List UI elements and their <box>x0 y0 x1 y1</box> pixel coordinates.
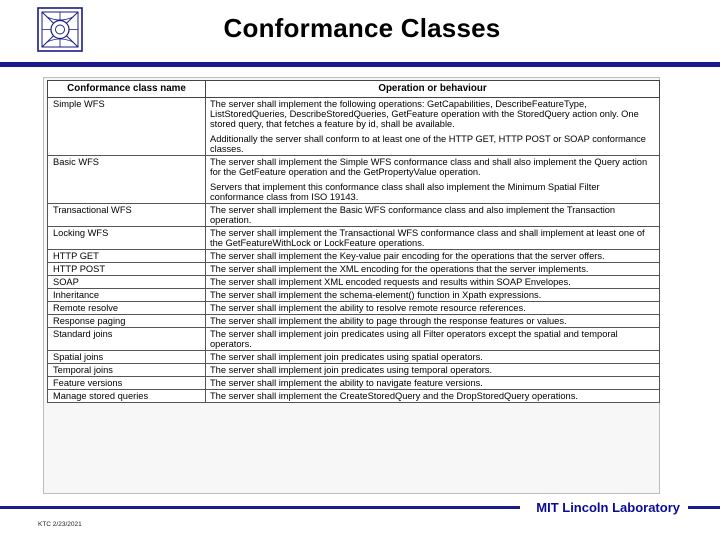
table-row <box>48 98 660 156</box>
table-row <box>48 364 660 377</box>
table-row <box>48 351 660 364</box>
table-row <box>48 328 660 351</box>
operation-paragraph: The server shall implement the ability to navigate feature versions. <box>210 378 483 388</box>
operation-paragraph: The server shall implement join predicates using all Filter operators except the spatial and temporal operators. <box>210 329 618 349</box>
operation-paragraph: The server shall implement join predicates using spatial operators. <box>210 352 483 362</box>
operation-paragraph: The server shall implement the Simple WFS conformance class and shall also implement the Query action for the GetFeature operation and the GetPropertyValue operation. <box>210 157 648 177</box>
operation-description <box>206 276 660 289</box>
conformance-class-name: Inheritance <box>48 289 206 302</box>
conformance-table <box>47 80 660 403</box>
operation-description <box>206 204 660 227</box>
operation-description <box>206 156 660 204</box>
table-row <box>48 156 660 204</box>
table-row <box>48 263 660 276</box>
conformance-class-name: Feature versions <box>48 377 206 390</box>
conformance-class-name: Spatial joins <box>48 351 206 364</box>
conformance-class-name: HTTP GET <box>48 250 206 263</box>
conformance-class-name: HTTP POST <box>48 263 206 276</box>
operation-paragraph: Servers that implement this conformance class shall also implement the Minimum Spatial Filter conformance class from ISO 19143. <box>210 182 600 202</box>
operation-paragraph: The server shall implement the schema-element() function in Xpath expressions. <box>210 290 542 300</box>
table-header-row <box>48 81 660 98</box>
conformance-class-name: Remote resolve <box>48 302 206 315</box>
slide-title: Conformance Classes <box>223 13 501 43</box>
conformance-class-name: Simple WFS <box>48 98 206 156</box>
conformance-table-image <box>43 77 660 494</box>
operation-description <box>206 328 660 351</box>
operation-paragraph: The server shall implement the ability to resolve remote resource references. <box>210 303 526 313</box>
conformance-class-name: Temporal joins <box>48 364 206 377</box>
operation-description <box>206 390 660 403</box>
table-row <box>48 204 660 227</box>
table-row <box>48 250 660 263</box>
operation-paragraph: The server shall implement join predicates using temporal operators. <box>210 365 493 375</box>
operation-description <box>206 98 660 156</box>
table-row <box>48 227 660 250</box>
footer-rule-right <box>688 506 720 509</box>
operation-description <box>206 289 660 302</box>
operation-description <box>206 315 660 328</box>
footer-rule <box>0 506 520 509</box>
operation-paragraph: The server shall implement the CreateStoredQuery and the DropStoredQuery operations. <box>210 391 578 401</box>
conformance-class-name: Manage stored queries <box>48 390 206 403</box>
operation-paragraph: The server shall implement the Transactional WFS conformance class and shall implement at least one of the GetFeatureWithLock or LockFeature operations. <box>210 228 645 248</box>
operation-description <box>206 302 660 315</box>
column-header-class-name: Conformance class name <box>48 81 206 98</box>
conformance-class-name: Basic WFS <box>48 156 206 204</box>
operation-paragraph: The server shall implement XML encoded requests and results within SOAP Envelopes. <box>210 277 571 287</box>
operation-description <box>206 351 660 364</box>
conformance-class-name: Transactional WFS <box>48 204 206 227</box>
operation-description <box>206 250 660 263</box>
conformance-class-name: Standard joins <box>48 328 206 351</box>
operation-paragraph: The server shall implement the ability to page through the response features or values. <box>210 316 567 326</box>
operation-description <box>206 263 660 276</box>
table-row <box>48 302 660 315</box>
footer-date: KTC 2/23/2021 <box>38 521 82 528</box>
header-rule <box>0 62 720 67</box>
conformance-class-name: Response paging <box>48 315 206 328</box>
table-row <box>48 289 660 302</box>
table-row <box>48 276 660 289</box>
operation-description <box>206 377 660 390</box>
conformance-class-name: Locking WFS <box>48 227 206 250</box>
operation-description <box>206 227 660 250</box>
operation-paragraph: The server shall implement the Basic WFS conformance class and also implement the Transaction operation. <box>210 205 616 225</box>
table-row <box>48 377 660 390</box>
operation-description <box>206 364 660 377</box>
table-row <box>48 315 660 328</box>
operation-paragraph: Additionally the server shall conform to at least one of the HTTP GET, HTTP POST or SOAP conformance classes. <box>210 134 646 154</box>
conformance-class-name: SOAP <box>48 276 206 289</box>
operation-paragraph: The server shall implement the Key-value pair encoding for the operations that the server offers. <box>210 251 605 261</box>
table-row <box>48 390 660 403</box>
operation-paragraph: The server shall implement the following operations: GetCapabilities, DescribeFeatureType, ListStoredQueries, DescribeStoredQueries, GetFeature operation with the StoredQuery action only. One stored query, that fetches a feature by id, shall be available. <box>210 99 639 129</box>
column-header-operation: Operation or behaviour <box>206 81 660 98</box>
operation-paragraph: The server shall implement the XML encoding for the operations that the server implements. <box>210 264 589 274</box>
footer-lab-name: MIT Lincoln Laboratory <box>536 500 680 515</box>
